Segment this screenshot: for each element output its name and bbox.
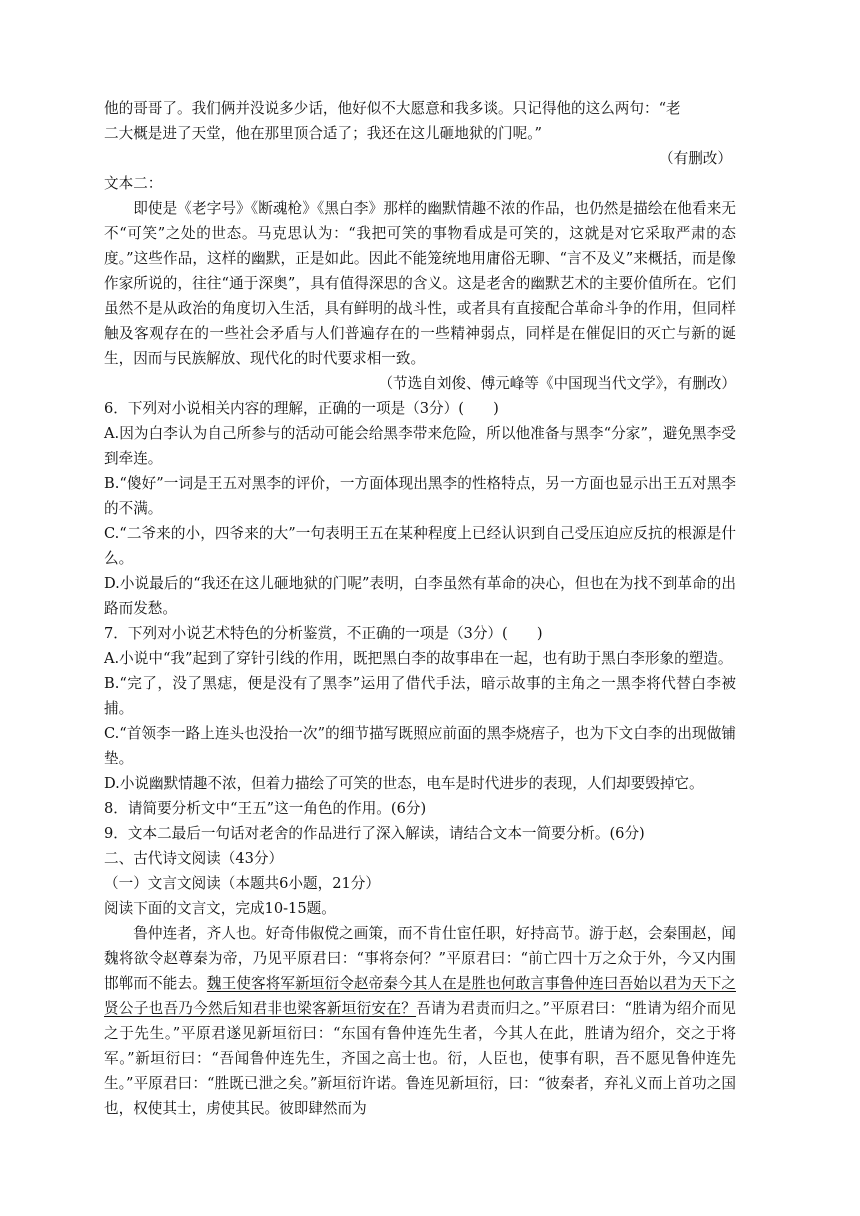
question-8: 8．请简要分析文中“王五”这一角色的作用。(6分)	[104, 800, 427, 817]
question-6-option-b: B.“傻好”一词是王五对黑李的评价，一方面体现出黑李的性格特点，另一方面也显示出王五对黑李的不满。	[104, 475, 736, 517]
question-9: 9．文本二最后一句话对老舍的作品进行了深入解读，请结合文本一简要分析。(6分)	[104, 825, 645, 842]
classical-passage-tail: 吾请为君责而归之。”平原君曰：“胜请为绍介而见之于先生。”平原君遂见新垣衍曰：“东国有鲁仲连先生者，今其人在此，胜请为绍介，交之于将军。”新垣衍曰：“吾闻鲁仲连先生，齐国之高士也。衍，人臣也，使事有职，吾不愿见鲁仲连先生。”平原君曰：“胜既已泄之矣。”新垣衍许诺。鲁连见新垣衍，曰：“彼秦者，弃礼义而上首功之国也，权使其士，虏使其民。彼即肆然而为	[104, 1000, 736, 1117]
classical-passage-start: 鲁仲连者，齐人也。好奇伟俶傥之画策，而不肯仕宦任职，好持高节。游于赵，会秦围赵，闻魏将欲令赵尊秦为帝，乃见平原君曰：“事将奈何？”平原君曰：“前亡四十万之众于外，今又内围邯郸而不能去。	[104, 925, 736, 992]
text2-paragraph: 即使是《老字号》《断魂枪》《黑白李》那样的幽默情趣不浓的作品，也仍然是描绘在他看来无不“可笑”之处的世态。马克思认为：“我把可笑的事物看成是可笑的，这就是对它采取严肃的态度。”这些作品，这样的幽默，正是如此。因此不能笼统地用庸俗无聊、“言不及义”来概括，而是像作家所说的，往往“通于深奥”，具有值得深思的含义。这是老舍的幽默艺术的主要价值所在。它们虽然不是从政治的角度切入生活，具有鲜明的战斗性，或者具有直接配合革命斗争的作用，但同样触及客观存在的一些社会矛盾与人们普遍存在的一些精神弱点，同样是在催促旧的灭亡与新的诞生，因而与民族解放、现代化的时代要求相一致。	[104, 200, 736, 367]
question-7-stem: 7．下列对小说艺术特色的分析鉴赏，不正确的一项是（3分）( )	[104, 625, 543, 642]
question-6-stem: 6．下列对小说相关内容的理解，正确的一项是（3分）( )	[104, 400, 499, 417]
text2-source: （节选自刘俊、傅元峰等《中国现当代文学》，有删改）	[378, 375, 736, 392]
text2-heading: 文本二：	[104, 175, 163, 192]
text1-line: 他的哥哥了。我们俩并没说多少话，他好似不大愿意和我多谈。只记得他的这么两句：“老	[104, 100, 681, 117]
question-6-option-c: C.“二爷来的小，四爷来的大”一句表明王五在某种程度上已经认识到自己受压迫应反抗的根源是什么。	[104, 525, 736, 567]
question-7-option-b: B.“完了，没了黑痣，便是没有了黑李”运用了借代手法，暗示故事的主角之一黑李将代替白李被捕。	[104, 675, 736, 717]
underlined-sentence: 魏王使客将军新垣衍令赵帝秦今其人在是胜也何敢言事鲁仲连曰吾始以君为天下之贤公子也吾乃今然后知君非也梁客新垣衍安在？	[104, 975, 736, 1017]
section-2-title: 二、古代诗文阅读（43分）	[104, 850, 284, 867]
section-2-instruction: 阅读下面的文言文，完成10-15题。	[104, 900, 336, 917]
question-6-option-a: A.因为白李认为自己所参与的活动可能会给黑李带来危险，所以他准备与黑李“分家”，避免黑李受到牵连。	[104, 425, 736, 467]
question-7-option-c: C.“首领李一路上连头也没抬一次”的细节描写既照应前面的黑李烧痦子，也为下文白李的出现做铺垫。	[104, 725, 736, 767]
text1-note: （有删改）	[659, 150, 732, 167]
question-7-option-d: D.小说幽默情趣不浓，但着力描绘了可笑的世态，电车是时代进步的表现，人们却要毁掉它。	[104, 775, 704, 792]
question-6-option-d: D.小说最后的“我还在这儿砸地狱的门呢”表明，白李虽然有革命的决心，但也在为找不到革命的出路而发愁。	[104, 575, 736, 617]
classical-passage	[104, 921, 736, 1121]
section-2-subtitle: （一）文言文阅读（本题共6小题，21分）	[104, 875, 380, 892]
question-7-option-a: A.小说中“我”起到了穿针引线的作用，既把黑白李的故事串在一起，也有助于黑白李形象的塑造。	[104, 650, 733, 667]
document-page	[104, 96, 736, 1121]
text1-line: 二大概是进了天堂，他在那里顶合适了；我还在这儿砸地狱的门呢。”	[104, 125, 542, 142]
